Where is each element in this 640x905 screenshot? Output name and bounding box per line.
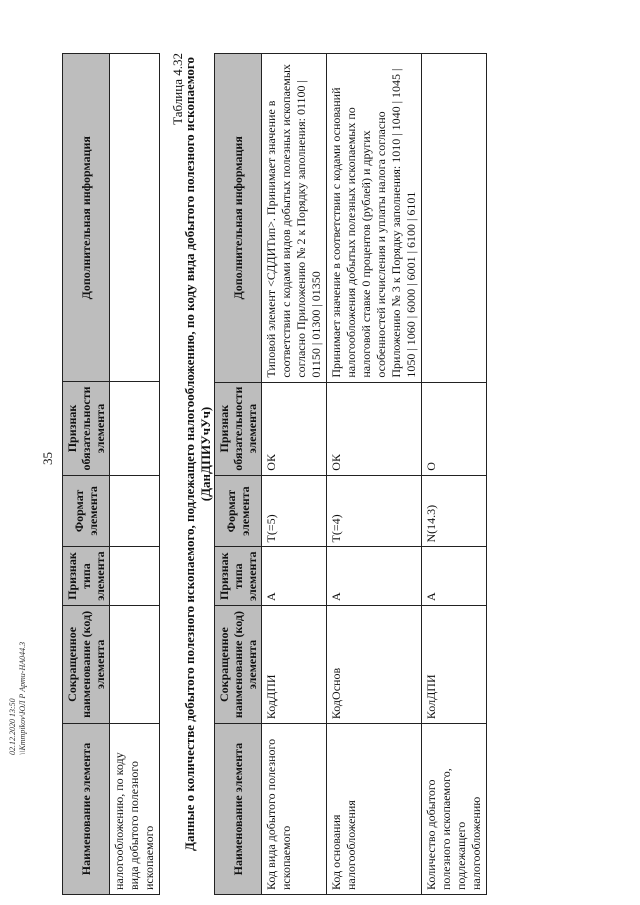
table-label: Таблица 4.32	[170, 53, 185, 125]
table-row	[262, 54, 327, 895]
header-required: Признак обязательности элемента	[63, 382, 110, 475]
print-stamp	[8, 642, 28, 755]
header-code: Сокращенное наименование (код) элемента	[215, 605, 262, 723]
cell-name: Код вида добытого полезного ископаемого	[262, 724, 327, 895]
cell-name: Количество добытого полезного ископаемого, подлежащего налогообложению	[422, 724, 487, 895]
cell-code	[110, 605, 160, 723]
cell-code: КодДПИ	[262, 605, 327, 723]
cell-format: T(=5)	[262, 475, 327, 547]
stamp-line-2: \\Kmmpikov\ЮЛ Р Арти-НА044.3	[18, 641, 27, 755]
header-required: Признак обязательности элемента	[215, 382, 262, 475]
table-row	[327, 54, 422, 895]
cell-info	[110, 54, 160, 382]
cell-info	[422, 54, 487, 383]
header-info: Дополнительная информация	[215, 54, 262, 383]
page-number: 35	[40, 452, 55, 465]
cell-info: Принимает значение в соответствии с кодами оснований налогообложения добытых полезных ископаемых по налоговой ставке 0 процентов (рублей) и других особенностей исчисления и уплаты налога согласно Приложению № 3 к Порядку заполнения: 1010 | 1040 | 1045 | 1050 | 1060 | 6000 | 6001 | 6100 | 6101	[327, 54, 422, 383]
table-row	[110, 54, 160, 895]
section-title: Данные о количестве добытого полезного ископаемого, подлежащего налогообложению, по коду вида добытого полезного ископаемого (ДанДПИУчУч)	[182, 57, 213, 851]
cell-code: КолДПИ	[422, 605, 487, 723]
continued-table	[62, 53, 160, 895]
header-info: Дополнительная информация	[63, 54, 110, 382]
table-header-row	[215, 54, 262, 895]
cell-required	[110, 382, 160, 475]
header-type: Признак типа элемента	[215, 547, 262, 605]
header-code: Сокращенное наименование (код) элемента	[63, 605, 110, 723]
table-header-row	[63, 54, 110, 895]
cell-type: А	[422, 547, 487, 605]
cell-type: А	[262, 547, 327, 605]
header-type: Признак типа элемента	[63, 547, 110, 605]
header-name: Наименование элемента	[63, 723, 110, 894]
header-format: Формат элемента	[215, 475, 262, 547]
stamp-line-1: 02.12.2020 13:50	[8, 698, 17, 755]
cell-required: О	[422, 382, 487, 475]
cell-type: А	[327, 547, 422, 605]
cell-required: ОК	[262, 382, 327, 475]
cell-name: налогообложению, по коду вида добытого полезного ископаемого	[110, 723, 160, 894]
cell-info: Типовой элемент <СДДИТип>. Принимает значение в соответствии с кодами видов добытых полезных ископаемых согласно Приложению № 2 к Порядку заполнения: 01100 | 01150 | 01300 | 01350	[262, 54, 327, 383]
cell-format	[110, 475, 160, 547]
cell-format: N(14.3)	[422, 475, 487, 547]
header-name: Наименование элемента	[215, 724, 262, 895]
header-format: Формат элемента	[63, 475, 110, 547]
cell-name: Код основания налогообложения	[327, 724, 422, 895]
table-row	[422, 54, 487, 895]
main-table	[214, 53, 487, 895]
cell-required: ОК	[327, 382, 422, 475]
cell-code: КодОснов	[327, 605, 422, 723]
cell-format: T(=4)	[327, 475, 422, 547]
cell-type	[110, 547, 160, 605]
